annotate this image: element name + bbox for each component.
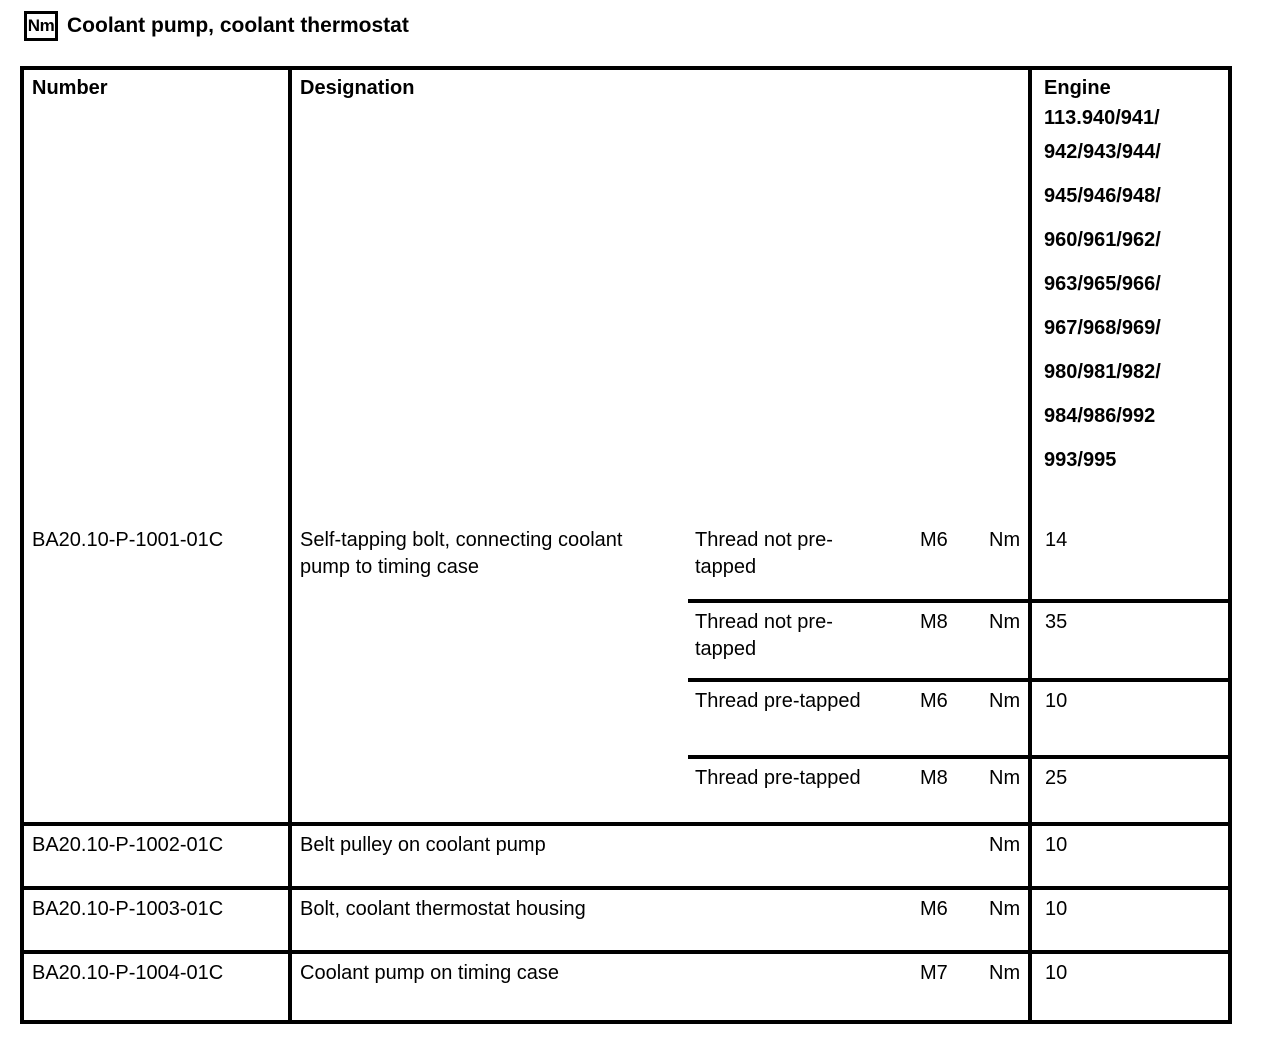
part-number-cell: BA20.10-P-1004-01C [22,952,290,1022]
thread-condition-cell [688,601,888,680]
column-header-number: Number [22,68,290,521]
torque-unit-cell: Nm [985,824,1030,888]
torque-value-cell: 14 [1030,521,1230,601]
torque-value-cell: 35 [1030,601,1230,680]
thread-size-cell: M6 [888,888,985,952]
engine-model-line: 963/965/966/ [1044,273,1161,295]
designation-text: Self-tapping bolt, connecting coolant pump to timing case [300,529,623,578]
torque-spec-table [20,66,1232,1024]
torque-value-cell: 10 [1030,952,1230,1022]
thread-size-cell [888,824,985,888]
part-number-cell: BA20.10-P-1002-01C [22,824,290,888]
torque-unit-cell: Nm [985,757,1030,824]
part-number-cell: BA20.10-P-1003-01C [22,888,290,952]
torque-value-cell: 10 [1030,680,1230,757]
thread-condition-text: Thread pre-tapped [695,767,861,789]
designation-cell [290,521,688,824]
torque-unit-cell: Nm [985,680,1030,757]
engine-model-line: 960/961/962/ [1044,229,1161,251]
thread-condition-text: Thread pre-tapped [695,690,861,712]
spec-row-1003 [22,888,1230,952]
thread-size-cell: M6 [888,680,985,757]
spec-row-1002 [22,824,1230,888]
designation-cell: Bolt, coolant thermostat housing [290,888,888,952]
torque-unit-cell: Nm [985,952,1030,1022]
thread-size-cell: M8 [920,767,948,789]
torque-value-cell: 10 [1030,888,1230,952]
engine-model-line: 113.940/941/ [1044,107,1160,129]
thread-condition-text: Thread not pre-tapped [695,529,833,578]
engine-model-line: 945/946/948/ [1044,185,1161,207]
thread-size-cell: M7 [888,952,985,1022]
designation-cell: Belt pulley on coolant pump [290,824,888,888]
table-header-row [22,68,1230,521]
engine-model-line: 942/943/944/ [1044,141,1161,163]
thread-size-cell: M8 [888,601,985,680]
spec-row-1001 [22,521,1230,601]
torque-unit-cell: Nm [985,521,1030,601]
column-header-engine [1030,68,1230,521]
spec-row-1004 [22,952,1230,1022]
thread-condition-cell [688,521,888,601]
thread-condition-cell [688,680,888,757]
engine-model-line: 993/995 [1044,449,1117,471]
part-number-cell: BA20.10-P-1001-01C [22,521,290,824]
torque-unit-cell: Nm [985,888,1030,952]
page-title: Coolant pump, coolant thermostat [67,14,409,37]
torque-nm-icon: Nm [24,11,58,41]
engine-header-label: Engine [1044,77,1111,99]
torque-unit-cell: Nm [985,601,1030,680]
engine-model-line: 984/986/992 [1044,405,1156,427]
engine-model-line: 980/981/982/ [1044,361,1161,383]
designation-cell: Coolant pump on timing case [290,952,888,1022]
thread-size-cell: M6 [888,521,985,601]
torque-value-cell: 25 [1045,767,1068,789]
document-header [24,11,409,41]
engine-model-line: 967/968/969/ [1044,317,1161,339]
thread-condition-cell [688,757,888,824]
column-header-designation: Designation [290,68,1030,521]
torque-value-cell: 10 [1030,824,1230,888]
thread-condition-text: Thread not pre-tapped [695,611,833,660]
